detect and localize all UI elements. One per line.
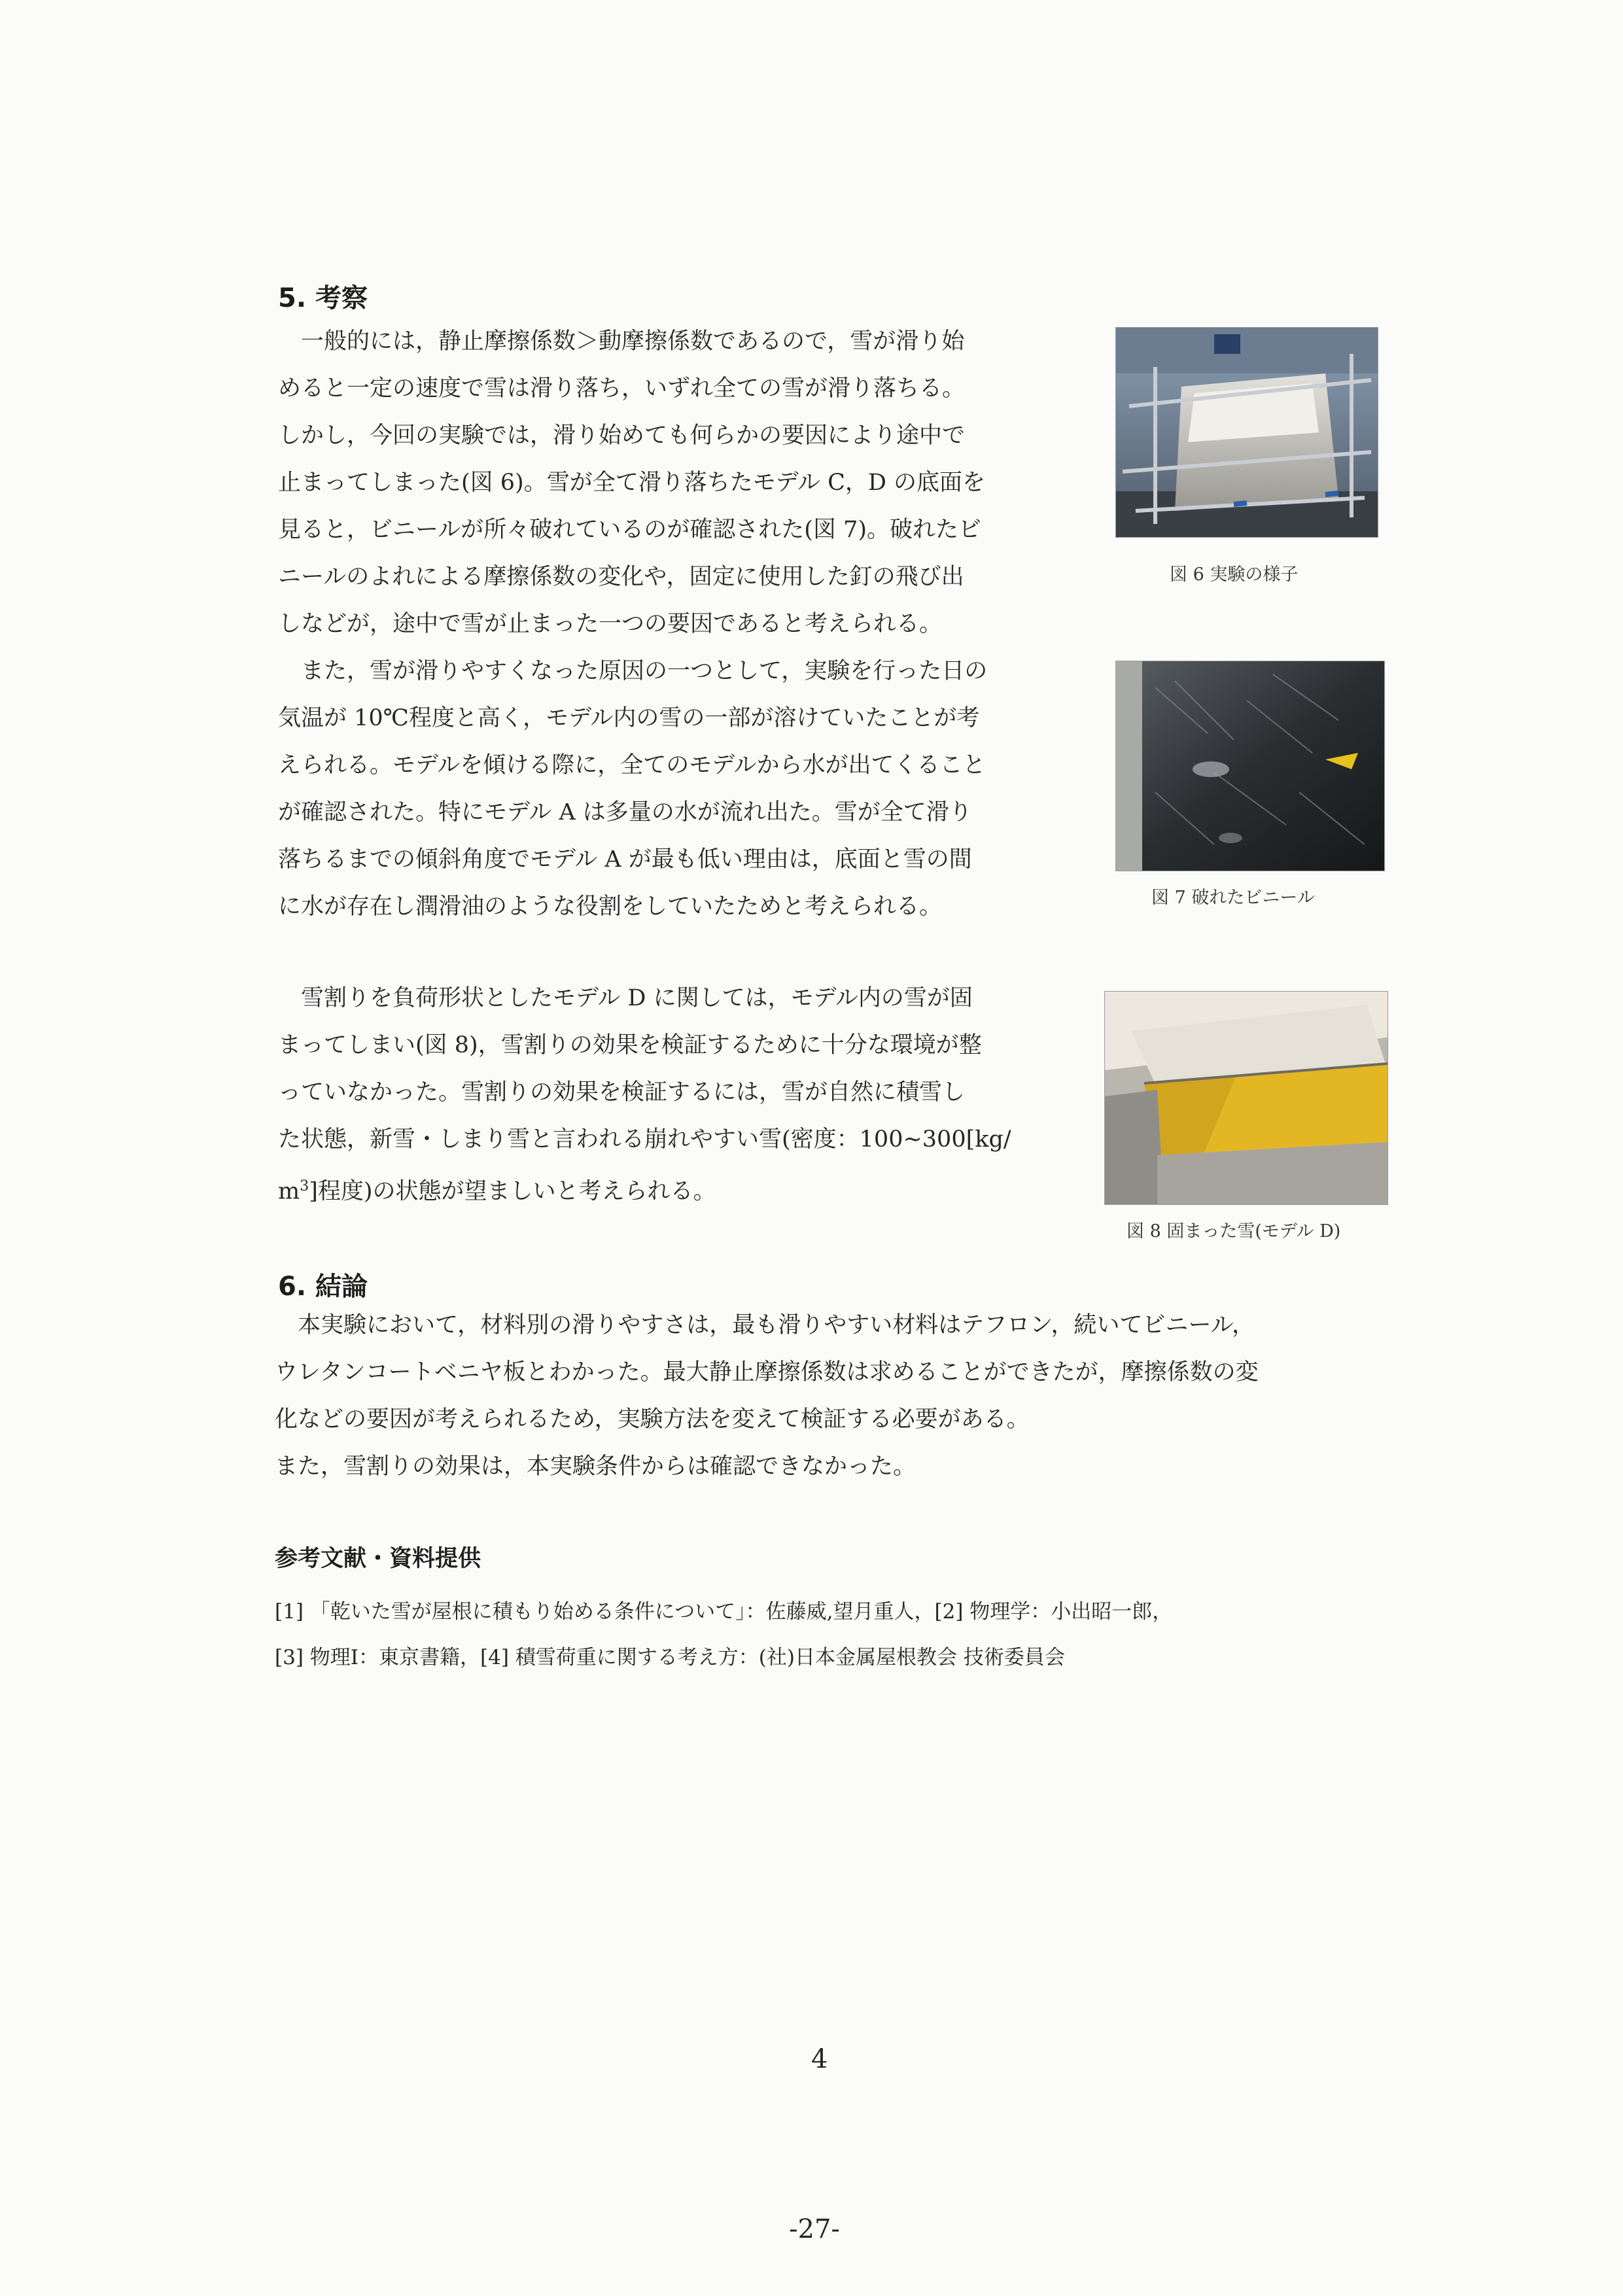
figure-6-photo bbox=[1115, 327, 1378, 538]
text-line: ニールのよれによる摩擦係数の変化や，固定に使用した釘の飛び出 bbox=[278, 564, 964, 590]
figure-7-photo bbox=[1115, 661, 1385, 871]
text-line: また，雪割りの効果は，本実験条件からは確認できなかった。 bbox=[275, 1453, 916, 1480]
text-line: 雪割りを負荷形状としたモデル D に関しては，モデル内の雪が固 bbox=[278, 985, 973, 1011]
figure-6-caption: 図 6 実験の様子 bbox=[1170, 565, 1299, 585]
text-line: っていなかった。雪割りの効果を検証するには，雪が自然に積雪し bbox=[278, 1079, 966, 1105]
text-line: が確認された。特にモデル A は多量の水が流れ出た。雪が全て滑り bbox=[278, 799, 972, 826]
torn-vinyl-image bbox=[1116, 661, 1384, 871]
text-line: えられる。モデルを傾ける際に，全てのモデルから水が出てくること bbox=[278, 752, 986, 778]
text-line: 落ちるまでの傾斜角度でモデル A が最も低い理由は，底面と雪の間 bbox=[278, 846, 972, 873]
text-line: 気温が 10℃程度と高く，モデル内の雪の一部が溶けていたことが考 bbox=[278, 705, 980, 731]
text-line: 化などの要因が考えられるため，実験方法を変えて検証する必要がある。 bbox=[275, 1406, 1030, 1433]
text-line: 一般的には，静止摩擦係数＞動摩擦係数であるので，雪が滑り始 bbox=[278, 328, 965, 355]
hardened-snow-image bbox=[1105, 992, 1387, 1204]
figure-8-photo bbox=[1104, 991, 1388, 1205]
text-line: めると一定の速度で雪は滑り落ち，いずれ全ての雪が滑り落ちる。 bbox=[278, 375, 966, 402]
page-number: 4 bbox=[811, 2044, 828, 2074]
reference-line: [3] 物理Ⅰ：東京書籍，[4] 積雪荷重に関する考え方：(社)日本金属屋根教会 技術委員会 bbox=[275, 1646, 1065, 1669]
references-heading: 参考文献・資料提供 bbox=[275, 1546, 481, 1572]
discussion-paragraph-3 bbox=[278, 975, 1070, 1215]
text-line: ウレタンコートベニヤ板とわかった。最大静止摩擦係数は求めることができたが，摩擦係数の変 bbox=[275, 1359, 1259, 1385]
experiment-setup-image bbox=[1116, 328, 1378, 537]
text-fragment: ]程度)の状態が望ましいと考えられる。 bbox=[309, 1178, 716, 1205]
figure-8-caption: 図 8 固まった雪(モデル D) bbox=[1126, 1221, 1341, 1242]
section-heading-discussion: 5. 考察 bbox=[278, 283, 368, 313]
text-line: 見ると，ビニールが所々破れているのが確認された(図 7)。破れたビ bbox=[278, 517, 982, 543]
figure-7-caption: 図 7 破れたビニール bbox=[1151, 888, 1315, 908]
unit-superscript: 3 bbox=[300, 1178, 309, 1194]
text-line: しかし，今回の実験では，滑り始めても何らかの要因により途中で bbox=[278, 423, 966, 449]
text-line: また，雪が滑りやすくなった原因の一つとして，実験を行った日の bbox=[278, 658, 988, 684]
text-line bbox=[278, 1163, 1070, 1215]
footer-page-number: -27- bbox=[789, 2214, 840, 2244]
conclusion-paragraph bbox=[275, 1302, 1387, 1490]
section-heading-conclusion: 6. 結論 bbox=[278, 1272, 368, 1302]
reference-line: [1] 「乾いた雪が屋根に積もり始める条件について」：佐藤威,望月重人，[2] 物理学：小出昭一郎， bbox=[275, 1600, 1173, 1624]
text-line: に水が存在し潤滑油のような役割をしていたためと考えられる。 bbox=[278, 894, 943, 920]
text-line: 止まってしまった(図 6)。雪が全て滑り落ちたモデル C，D の底面を bbox=[278, 470, 986, 496]
text-line: しなどが，途中で雪が止まった一つの要因であると考えられる。 bbox=[278, 611, 943, 637]
discussion-paragraph-1 bbox=[278, 318, 1070, 648]
discussion-paragraph-2 bbox=[278, 648, 1070, 930]
text-line: まってしまい(図 8)，雪割りの効果を検証するために十分な環境が整 bbox=[278, 1032, 982, 1058]
text-line: た状態，新雪・しまり雪と言われる崩れやすい雪(密度：100~300[kg/ bbox=[278, 1126, 1011, 1153]
text-line: 本実験において，材料別の滑りやすさは，最も滑りやすい材料はテフロン，続いてビニール， bbox=[275, 1312, 1255, 1338]
unit-m: m bbox=[278, 1178, 300, 1205]
